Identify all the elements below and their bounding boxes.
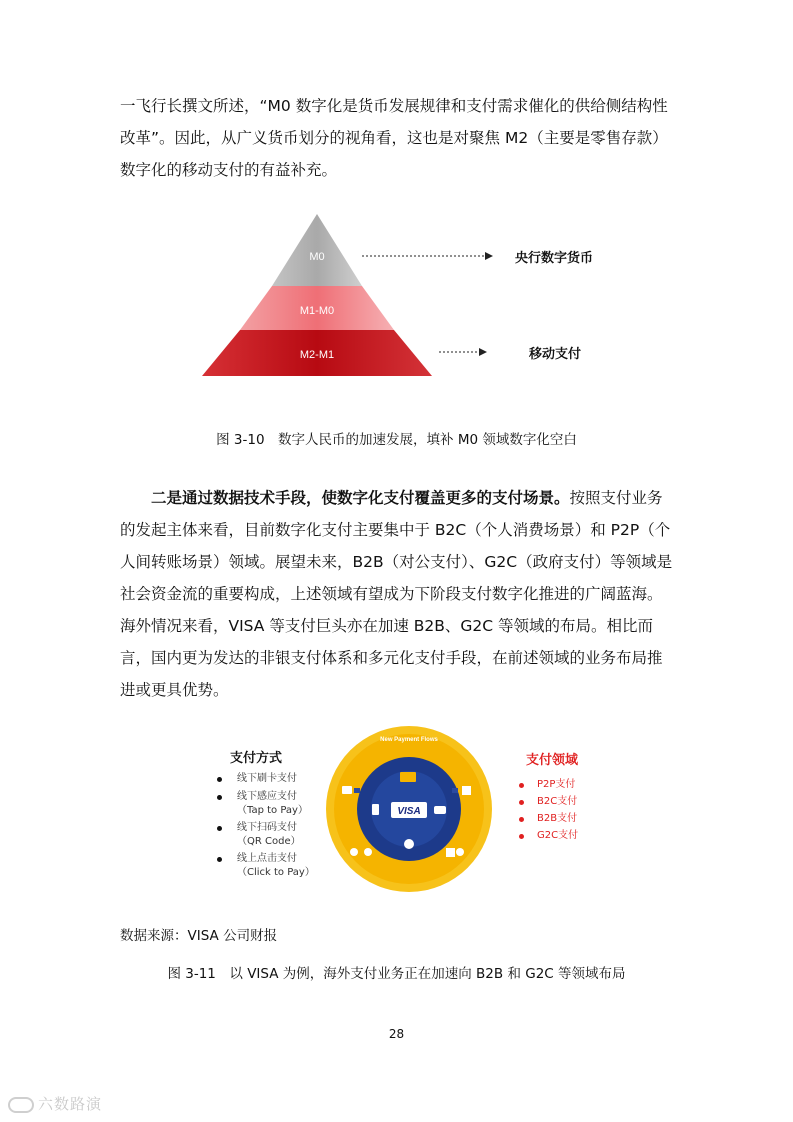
pyramid-layer-top [272,214,362,286]
paragraph-intro: 一飞行长撰文所述，“M0 数字化是货币发展规律和支付需求催化的供给侧结构性改革”。因此，从广义货币划分的视角看，这也是对聚焦 M2（主要是零售存款）数字化的移动支付的有益补充。 [120,97,668,179]
payment-domain-item: B2B支付 [515,812,585,829]
figure-caption-3-11: 图 3-11 以 VISA 为例，海外支付业务正在加速向 B2B 和 G2C 等领域布局 [167,966,626,982]
card-icon [400,772,416,782]
payment-domain-item: P2P支付 [515,778,585,795]
visa-payment-flows-figure [207,720,590,903]
pyramid-label-m1-m0: M1-M0 [299,305,335,317]
watermark: 六数路演 [8,1093,102,1114]
m0-m2-pyramid-diagram [195,212,615,387]
new-payment-flows-circle [324,724,494,894]
paragraph-lead-bold: 二是通过数据技术手段，使数字化支付覆盖更多的支付场景。 [151,489,570,507]
payment-methods-list [215,772,325,883]
payment-method-item: 线上点击支付 （Click to Pay） [215,852,325,883]
pyramid-label-m0: M0 [309,251,325,263]
circle-title: New Payment Flows [380,737,438,743]
network-icon [404,839,414,849]
paragraph-body: 按照支付业务的发起主体来看，目前数字化支付主要集中于 B2C（个人消费场景）和 P2P（个人间转账场景）领域。展望未来，B2B（对公支付）、G2C（政府支付）等领域是社会资金流的重要构成，上述领域有望成为下阶段支付数字化推进的广阔蓝海。海外情况来看，VISA 等支付巨头亦在加速 B2B、G2C 等领域的布局。相比而言，国内更为发达的非银支付体系和多元化支付手段，在前述领域的业务布局推进或更具优势。 [120,489,673,699]
figure-caption-3-10: 图 3-10 数字人民币的加速发展，填补 M0 领域数字化空白 [216,432,577,448]
handshake-icon [434,806,446,814]
visa-logo: VISA [397,806,421,817]
arrow-to-cbdc [362,252,493,260]
label-mobile-pay: 移动支付 [529,347,582,362]
watermark-logo-icon [8,1097,34,1113]
paragraph-scenarios [120,482,675,706]
data-source-note: 数据来源：VISA 公司财报 [120,928,278,944]
payment-method-item: 线下刷卡支付 [215,772,325,790]
pyramid-label-m2-m1: M2-M1 [299,349,335,361]
payment-domain-item: B2C支付 [515,795,585,812]
page-number: 28 [388,1027,405,1041]
arrow-to-mobile-pay [439,348,487,356]
government-icon [446,848,464,857]
payment-method-item: 线下感应支付 （Tap to Pay） [215,790,325,821]
payment-domain-item: G2C支付 [515,829,585,846]
payment-domains-list [515,778,585,846]
payment-methods-title: 支付方式 [230,751,283,766]
payment-domains-title: 支付领域 [526,753,579,768]
phone-icon [372,804,379,815]
label-cbdc: 央行数字货币 [515,251,594,266]
payment-method-item: 线下扫码支付 （QR Code） [215,821,325,852]
